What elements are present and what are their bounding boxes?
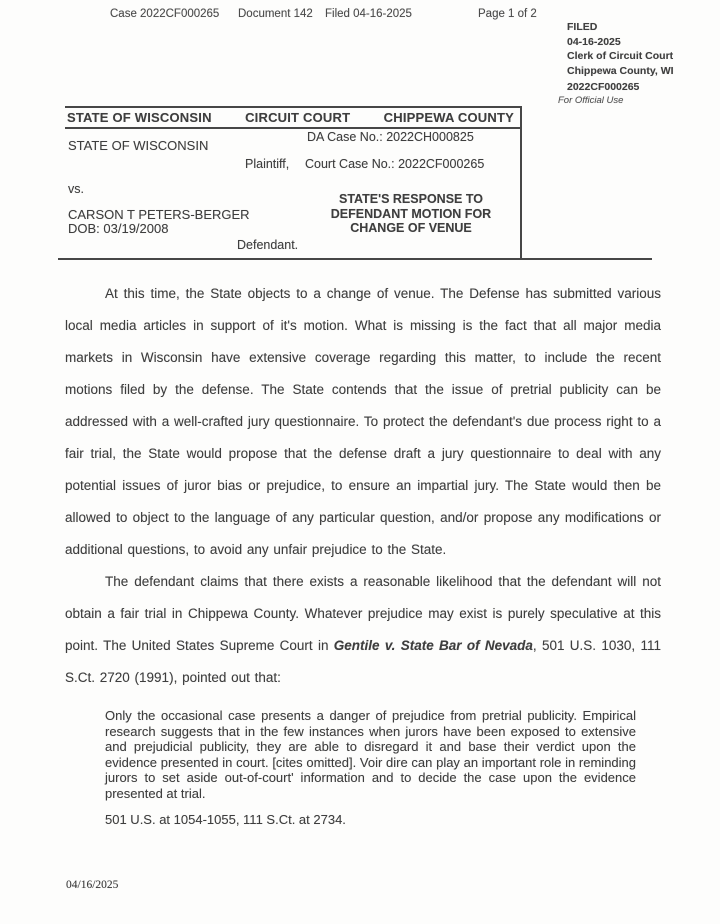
case-caption-box [65, 106, 522, 260]
supreme-court-blockquote: Only the occasional case presents a danger of prejudice from pretrial publicity. Empirical research suggests that in the few instances when jurors have been exposed to extensive and prejudicial publicity, they are able to disregard it and base their verdict upon the evidence presented in court. [cites omitted]. Voir dire can play an important role in reminding jurors to set aside out-of-court' information and to decide the case upon the evidence presented at trial. [105, 708, 636, 801]
paragraph-2-text-after: , 501 U.S. 1030, 111 S.Ct. 2720 (1991), pointed out that: [65, 638, 661, 685]
filed-stamp [558, 20, 674, 107]
stamp-filed-label: FILED [567, 21, 598, 33]
plaintiff-role-label: Plaintiff, [245, 157, 290, 171]
stamp-filed-date: 04-16-2025 [567, 35, 621, 48]
stamp-county-line: Chippewa County, WI [567, 64, 674, 77]
caption-bottom-rule [58, 258, 652, 260]
ecf-document-number: Document 142 [238, 8, 313, 20]
ecf-page-number: Page 1 of 2 [478, 8, 537, 20]
ecf-filed-date: Filed 04-16-2025 [325, 8, 412, 20]
stamp-clerk-line: Clerk of Circuit Court [567, 50, 674, 62]
caption-court-label: CIRCUIT COURT [245, 110, 351, 125]
stamp-official-use-label: For Official Use [558, 94, 624, 106]
document-body [65, 278, 661, 827]
defendant-dob: DOB: 03/19/2008 [68, 221, 169, 236]
defendant-role-label: Defendant. [237, 238, 299, 252]
da-case-number: DA Case No.: 2022CH000825 [307, 130, 474, 144]
paragraph-2-text: The defendant claims that there exists a reasonable likelihood that the defendant will not obtain a fair trial in Chippewa County. Whatever prejudice may exist is purely speculative at this point. The United States Supreme Court in [65, 574, 661, 653]
footer-date: 04/16/2025 [66, 879, 119, 891]
versus-label: vs. [68, 182, 84, 196]
stamp-case-number: 2022CF000265 [567, 81, 640, 93]
body-paragraph-1: At this time, the State objects to a change of venue. The Defense has submitted various local media articles in support of it's motion. What is missing is the fact that all major media markets in Wisconsin have extensive coverage regarding this matter, to include the recent motions filed by the defense. The State contends that the issue of pretrial publicity can be addressed with a well-crafted jury questionnaire. To protect the defendant's due process right to a fair trial, the State would propose that the defense draft a jury questionnaire to deal with any potential issues of juror bias or prejudice, to ensure an impartial jury. The State would then be allowed to object to the language of any particular question, and/or propose any modifications or additional questions, to avoid any unfair prejudice to the State. [65, 286, 661, 557]
defendant-name: CARSON T PETERS-BERGER [68, 207, 250, 222]
body-paragraph-2 [65, 566, 661, 694]
caption-court-header [65, 108, 520, 129]
caption-county-label: CHIPPEWA COUNTY [383, 110, 514, 125]
caption-state-label: STATE OF WISCONSIN [67, 110, 212, 125]
plaintiff-name: STATE OF WISCONSIN [68, 138, 209, 153]
court-case-number: Court Case No.: 2022CF000265 [305, 157, 485, 171]
document-title: STATE'S RESPONSE TO DEFENDANT MOTION FOR CHANGE OF VENUE [330, 192, 492, 235]
quote-pincite: 501 U.S. at 1054-1055, 111 S.Ct. at 2734. [105, 812, 346, 827]
ecf-case-number: Case 2022CF000265 [110, 8, 220, 20]
case-citation-name: Gentile v. State Bar of Nevada [333, 638, 533, 653]
